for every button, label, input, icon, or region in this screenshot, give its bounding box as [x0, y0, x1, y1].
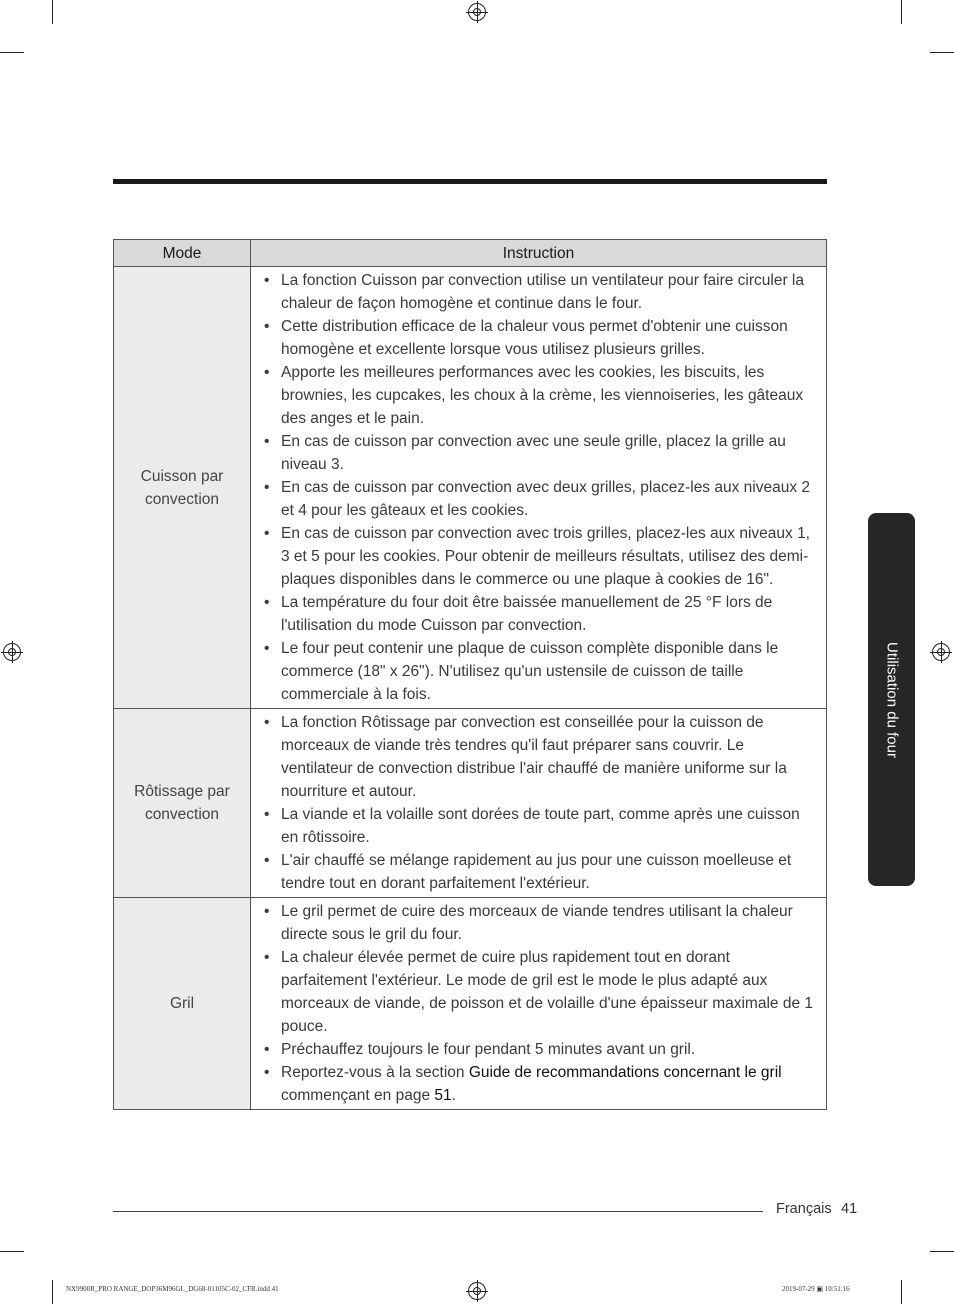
reference-prefix: Reportez-vous à la section	[281, 1064, 469, 1081]
list-item: • En cas de cuisson par convection avec trois grilles, placez-les aux niveaux 1, 3 et 5 pour les cookies. Pour obtenir de meilleurs résultats, utilisez des demi-plaques disponibles dans le commerce ou une plaque à cookies de 16".	[259, 522, 818, 591]
list-item: • En cas de cuisson par convection avec deux grilles, placez-les aux niveaux 2 et 4 pour les gâteaux et les cookies.	[259, 476, 818, 522]
column-header-instruction: Instruction	[251, 240, 827, 267]
list-item: • La température du four doit être baissée manuellement de 25 °F lors de l'utilisation du mode Cuisson par convection.	[259, 591, 818, 637]
instruction-cell	[251, 267, 827, 709]
chapter-side-tab-label: Utilisation du four	[883, 641, 900, 758]
list-item: • La fonction Cuisson par convection utilise un ventilateur pour faire circuler la chaleur de façon homogène et continue dans le four.	[259, 269, 818, 315]
registration-mark-icon	[468, 1282, 486, 1300]
mode-cell: Cuisson par convection	[114, 267, 251, 709]
crop-mark	[52, 0, 53, 24]
footer-rule	[113, 1211, 763, 1212]
list-item: • En cas de cuisson par convection avec une seule grille, placez la grille au niveau 3.	[259, 430, 818, 476]
registration-mark-icon	[468, 3, 486, 21]
crop-mark	[930, 1251, 954, 1252]
mode-cell: Rôtissage par convection	[114, 709, 251, 898]
list-item	[259, 1061, 818, 1107]
column-header-mode: Mode	[114, 240, 251, 267]
print-slug-timestamp: 2019-07-29 ▣ 10:51:16	[782, 1285, 850, 1293]
print-slug-file: NX9900R_PRO RANGE_DOP36M96GL_DG68-01105C-02_CFR.indd 41	[66, 1285, 279, 1293]
instruction-cell	[251, 898, 827, 1110]
crop-mark	[930, 52, 954, 53]
list-item: • L'air chauffé se mélange rapidement au jus pour une cuisson moelleuse et tendre tout en dorant parfaitement l'extérieur.	[259, 849, 818, 895]
bullet-list	[259, 269, 818, 706]
crop-mark	[901, 0, 902, 24]
top-rule	[113, 179, 827, 184]
table-row	[114, 267, 827, 709]
crop-mark	[0, 52, 24, 53]
crop-mark	[901, 1280, 902, 1304]
table-row	[114, 898, 827, 1110]
list-item: • Préchauffez toujours le four pendant 5 minutes avant un gril.	[259, 1038, 818, 1061]
reference-suffix: .	[451, 1087, 456, 1104]
mode-instruction-table	[113, 239, 827, 1110]
list-item: • Apporte les meilleures performances avec les cookies, les biscuits, les brownies, les cupcakes, les choux à la crème, les viennoiseries, les gâteaux des anges et le pain.	[259, 361, 818, 430]
bullet-list	[259, 711, 818, 895]
footer-language: Français	[776, 1201, 832, 1217]
instruction-cell	[251, 709, 827, 898]
footer-page-number: 41	[841, 1201, 858, 1217]
table-header-row	[114, 240, 827, 267]
list-item: • La chaleur élevée permet de cuire plus rapidement tout en dorant parfaitement l'extérieur. Le mode de gril est le mode le plus adapté aux morceaux de viande, de poisson et de volaille d'une épaisseur maximale de 1 pouce.	[259, 946, 818, 1038]
chapter-side-tab	[868, 513, 915, 886]
list-item: • Le gril permet de cuire des morceaux de viande tendres utilisant la chaleur directe sous le gril du four.	[259, 900, 818, 946]
section-link[interactable]: Guide de recommandations concernant le gril	[468, 1064, 782, 1081]
crop-mark	[52, 1280, 53, 1304]
registration-mark-icon	[3, 643, 21, 661]
list-item: • Cette distribution efficace de la chaleur vous permet d'obtenir une cuisson homogène et excellente lorsque vous utilisez plusieurs grilles.	[259, 315, 818, 361]
reference-middle: commençant en page	[281, 1087, 435, 1104]
list-item: • Le four peut contenir une plaque de cuisson complète disponible dans le commerce (18" x 26"). N'utilisez qu'un ustensile de cuisson de taille commerciale à la fois.	[259, 637, 818, 706]
mode-cell: Gril	[114, 898, 251, 1110]
crop-mark	[0, 1251, 24, 1252]
registration-mark-icon	[932, 643, 950, 661]
table-row	[114, 709, 827, 898]
bullet-list	[259, 900, 818, 1107]
page-link[interactable]: 51	[434, 1087, 452, 1104]
list-item: • La fonction Rôtissage par convection est conseillée pour la cuisson de morceaux de viande très tendres qu'il faut préparer sans couvrir. Le ventilateur de convection distribue l'air chauffé de manière uniforme sur la nourriture et autour.	[259, 711, 818, 803]
list-item: • La viande et la volaille sont dorées de toute part, comme après une cuisson en rôtissoire.	[259, 803, 818, 849]
